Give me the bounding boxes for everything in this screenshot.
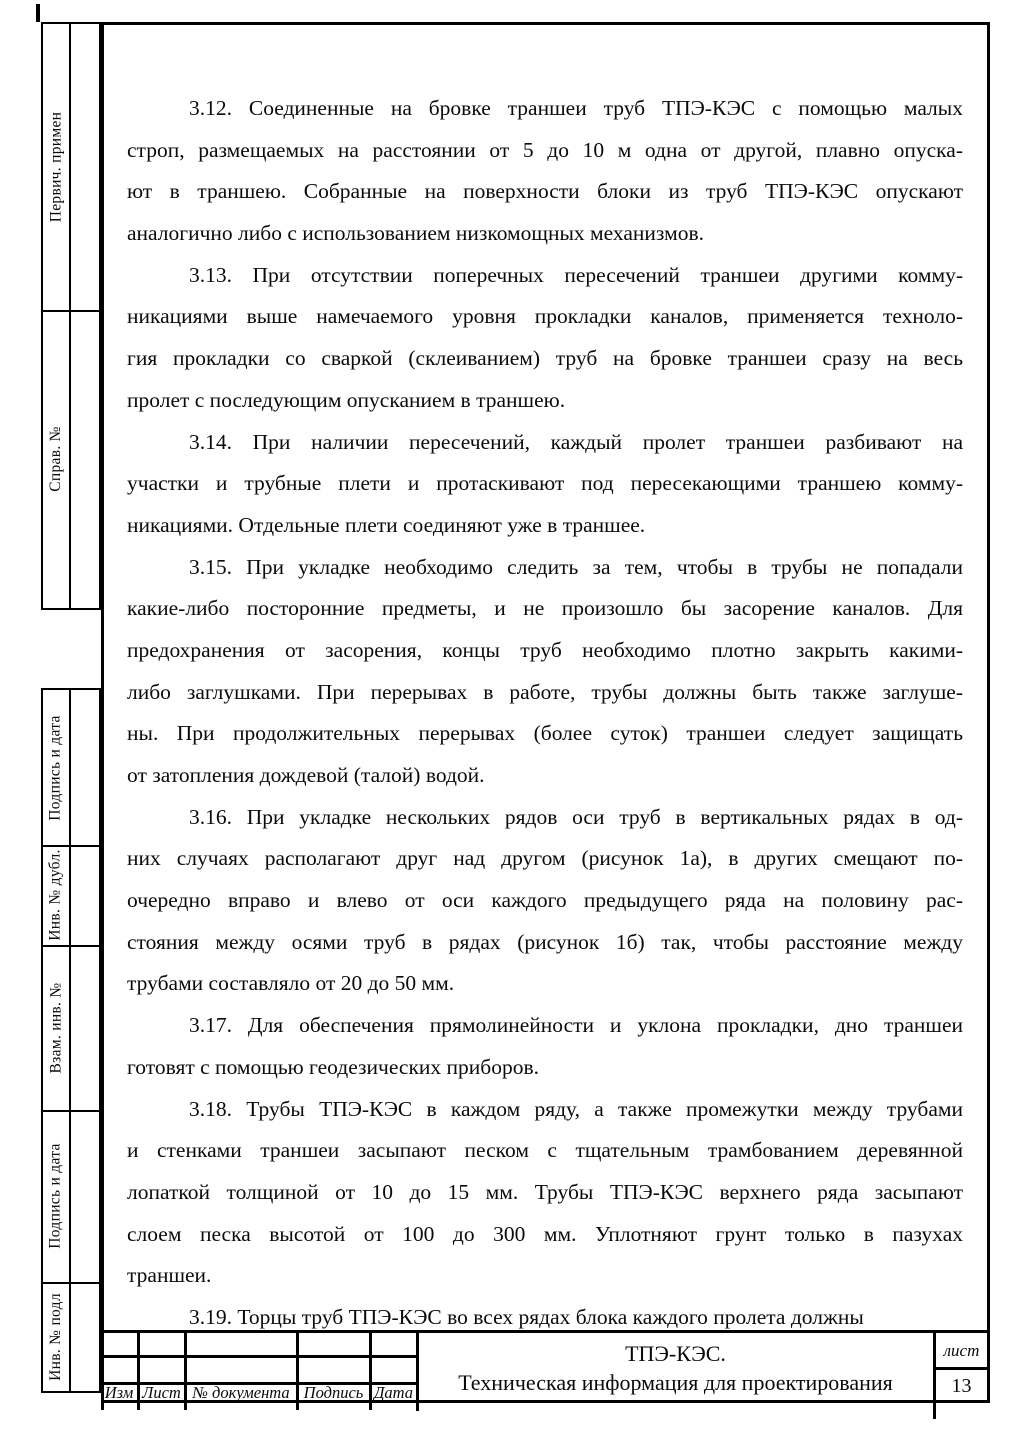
- body-text: [127, 88, 963, 1339]
- scan-artifact-tail: [101, 1403, 104, 1410]
- text-line: пролет с последующим опусканием в траншею.: [127, 387, 566, 412]
- text-line: 3.15. При укладке необходимо следить за тем, чтобы в трубы не попадали: [189, 554, 963, 579]
- text-line: 3.19. Торцы труб ТПЭ-КЭС во всех рядах блока каждого пролета должны: [189, 1304, 864, 1329]
- text-line: трубами составляло от 20 до 50 мм.: [127, 971, 455, 996]
- text-line: и стенками траншеи засыпают песком с тщательным трамбованием деревянной: [127, 1138, 963, 1163]
- text-line: предохранения от засорения, концы труб необходимо плотно закрыть какими-: [127, 637, 963, 662]
- sidebar-cell-podpis-data-2: [43, 1110, 69, 1282]
- document-title: [418, 1333, 933, 1403]
- title-block-col-list: Лист: [142, 1383, 181, 1402]
- sidebar-divider: [69, 24, 71, 608]
- sidebar-cell-label: Инв. № подл: [47, 1292, 64, 1381]
- document-title-line1: ТПЭ-КЭС.: [625, 1341, 726, 1366]
- paragraph: [127, 797, 963, 1005]
- sheet-number: 13: [951, 1375, 972, 1397]
- paragraph: [127, 88, 963, 255]
- sidebar-cell-label: Первич. примен: [47, 111, 65, 223]
- text-line: 3.17. Для обеспечения прямолинейности и уклона прокладки, дно траншеи: [189, 1013, 963, 1038]
- paragraph: [127, 547, 963, 797]
- sidebar-cell-label: Подпись и дата: [47, 1143, 64, 1249]
- scan-artifact-tail: [933, 1403, 936, 1419]
- text-line: готовят с помощью геодезических приборов.: [127, 1054, 539, 1079]
- sidebar-cell-sprav-no: [43, 310, 69, 608]
- sheet-label: лист: [943, 1341, 980, 1360]
- text-line: 3.12. Соединенные на бровке траншеи труб ТПЭ-КЭС с помощью малых: [189, 96, 963, 120]
- text-line: лопаткой толщиной от 10 до 15 мм. Трубы ТПЭ-КЭС верхнего ряда засыпают: [127, 1179, 963, 1204]
- text-line: слоем песка высотой от 100 до 300 мм. Уплотняют грунт только в пазухах: [127, 1221, 963, 1246]
- text-line: участки и трубные плети и протаскивают под пересекающими траншею комму-: [127, 471, 963, 496]
- text-line: строп, размещаемых на расстоянии от 5 до 10 м одна от другой, плавно опуска-: [127, 137, 963, 162]
- text-line: ны. При продолжительных перерывах (более суток) траншеи следует защищать: [127, 721, 963, 746]
- title-block-col-izm: Изм: [104, 1383, 134, 1402]
- title-block-col-no-doc: № документа: [192, 1383, 290, 1402]
- sidebar-cell-podpis-data-1: [43, 690, 69, 845]
- sidebar-cell-pervich-primen: [43, 24, 69, 310]
- paragraph: [127, 1005, 963, 1088]
- text-line: ют в траншею. Собранные на поверхности блоки из труб ТПЭ-КЭС опускают: [127, 179, 963, 204]
- paragraph: [127, 1089, 963, 1297]
- sidebar-cell-vzam-inv-no: [43, 945, 69, 1110]
- text-line: либо заглушками. При перерывах в работе, трубы должны быть также заглуше-: [127, 679, 963, 704]
- scan-artifact-tail: [369, 1403, 372, 1410]
- sidebar-cell-inv-no-podl: [43, 1282, 69, 1391]
- text-line: никациями. Отдельные плети соединяют уже в траншее.: [127, 512, 646, 537]
- text-line: них случаях располагают друг над другом (рисунок 1а), в других смещают по-: [127, 846, 963, 871]
- text-line: траншеи.: [127, 1263, 212, 1288]
- paragraph: [127, 255, 963, 422]
- text-line: 3.16. При укладке нескольких рядов оси труб в вертикальных рядах в од-: [189, 804, 963, 829]
- sidebar-cell-label: Подпись и дата: [47, 714, 64, 821]
- title-block-col-podpis: Подпись: [303, 1383, 364, 1402]
- text-line: 3.13. При отсутствии поперечных пересечений траншеи другими комму-: [189, 262, 963, 287]
- title-block-divider: [933, 1367, 990, 1370]
- text-line: стояния между осями труб в рядах (рисунок 1б) так, чтобы расстояние между: [127, 929, 963, 954]
- title-block-col-data: Дата: [373, 1383, 414, 1402]
- scan-artifact-tail: [416, 1403, 419, 1411]
- scan-artifact-tail: [137, 1403, 140, 1410]
- sidebar-cell-inv-no-dubl: [43, 845, 69, 945]
- text-line: 3.18. Трубы ТПЭ-КЭС в каждом ряду, а также промежутки между трубами: [189, 1096, 963, 1121]
- sidebar-bottom-block: [41, 688, 101, 1393]
- text-line: гия прокладки со сваркой (склеиванием) труб на бровке траншеи сразу на весь: [127, 346, 963, 371]
- text-line: какие-либо посторонние предметы, и не произошло бы засорение каналов. Для: [127, 596, 963, 621]
- paragraph: [127, 422, 963, 547]
- text-line: очередно вправо и влево от оси каждого предыдущего ряда на половину рас-: [127, 888, 963, 913]
- text-line: 3.14. При наличии пересечений, каждый пролет траншеи разбивают на: [189, 429, 963, 454]
- document-title-line2: Техническая информация для проектирования: [458, 1370, 893, 1395]
- sidebar-cell-label: Взам. инв. №: [47, 982, 65, 1073]
- scan-artifact-tail: [184, 1403, 187, 1410]
- scan-artifact-tail: [296, 1403, 299, 1410]
- text-line: аналогично либо с использованием низкомощных механизмов.: [127, 221, 705, 246]
- text-line: от затопления дождевой (талой) водой.: [127, 763, 485, 787]
- scan-artifact-mark: [36, 4, 40, 22]
- text-line: никациями выше намечаемого уровня прокладки каналов, применяется техноло-: [127, 304, 963, 329]
- title-block: [101, 1330, 990, 1403]
- sidebar-cell-label: Справ. №: [47, 426, 64, 492]
- sidebar-cell-label: Инв. № дубл.: [47, 849, 64, 941]
- sidebar-divider: [69, 690, 71, 1391]
- title-block-divider: [101, 1355, 418, 1358]
- sidebar-top-block: [41, 22, 101, 610]
